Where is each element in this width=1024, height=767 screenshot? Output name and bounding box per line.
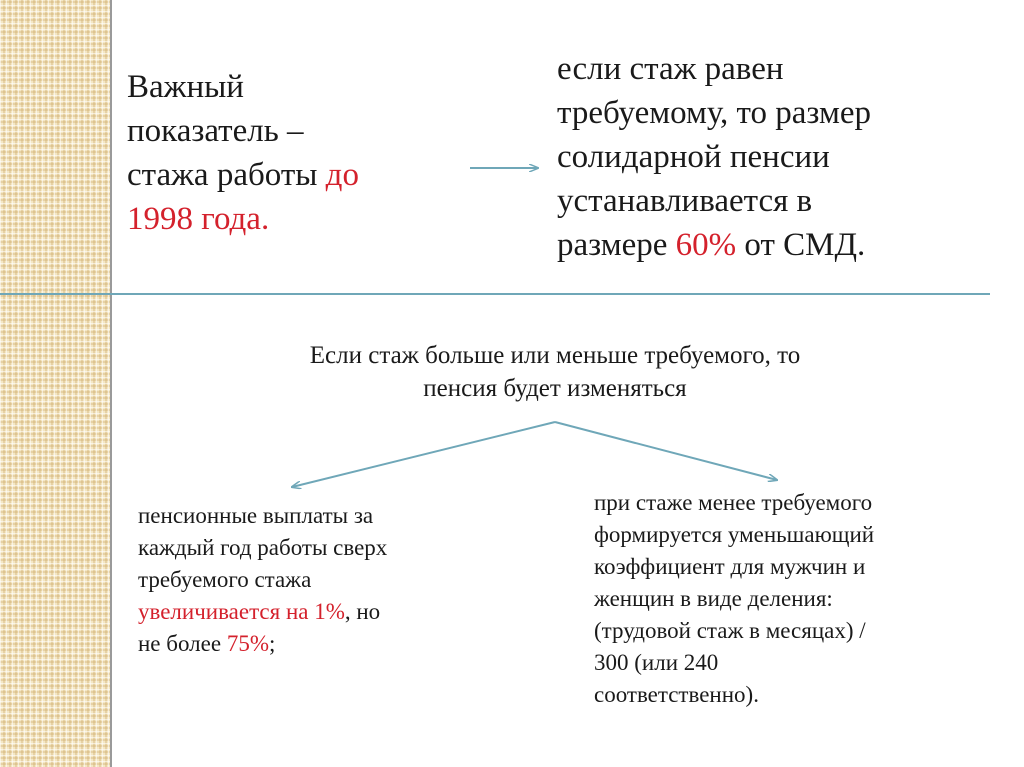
right-line-1: если стаж равен bbox=[557, 51, 784, 87]
bottom-left-line-5-text: не более bbox=[138, 631, 227, 656]
left-line-2: показатель – bbox=[127, 113, 304, 149]
split-arrow-left bbox=[292, 422, 555, 487]
left-line-3-text: стажа работы bbox=[127, 157, 326, 193]
left-line-4-highlight: 1998 года. bbox=[127, 201, 270, 237]
middle-line-2: пенсия будет изменяться bbox=[423, 375, 687, 402]
bottom-left-line-5-tail: ; bbox=[268, 631, 276, 656]
left-line-3-highlight: до bbox=[325, 157, 359, 193]
bottom-right-line-7: соответственно). bbox=[594, 682, 759, 707]
right-line-5-tail: от СМД. bbox=[736, 227, 866, 263]
right-line-5 bbox=[557, 223, 977, 267]
bottom-right-line-6: 300 (или 240 bbox=[594, 650, 719, 675]
bottom-right-line-3: коэффициент для мужчин и bbox=[594, 554, 866, 579]
bottom-left-line-3: требуемого стажа bbox=[138, 567, 312, 592]
right-line-4: устанавливается в bbox=[557, 183, 813, 219]
split-arrow-right bbox=[555, 422, 777, 480]
bottom-left-line-4-tail: , но bbox=[344, 599, 381, 624]
bottom-right-text-block bbox=[594, 487, 974, 711]
bottom-left-line-5-highlight: 75% bbox=[226, 631, 269, 656]
middle-text-block bbox=[175, 339, 935, 405]
bottom-left-line-2: каждый год работы сверх bbox=[138, 535, 388, 560]
right-text-block bbox=[557, 47, 977, 267]
left-line-1: Важный bbox=[127, 69, 244, 105]
bottom-left-text-block bbox=[138, 500, 468, 660]
right-line-5-highlight: 60% bbox=[675, 227, 737, 263]
bottom-left-line-4 bbox=[138, 596, 468, 628]
bottom-right-line-1: при стаже менее требуемого bbox=[594, 490, 873, 515]
bottom-right-line-2: формируется уменьшающий bbox=[594, 522, 875, 547]
middle-line-1: Если стаж больше или меньше требуемого, то bbox=[309, 342, 801, 369]
right-line-5-text: размере bbox=[557, 227, 676, 263]
left-line-3 bbox=[127, 153, 457, 197]
right-line-2: требуемому, то размер bbox=[557, 95, 872, 131]
bottom-left-line-1: пенсионные выплаты за bbox=[138, 503, 374, 528]
left-text-block bbox=[127, 65, 457, 241]
right-line-3: солидарной пенсии bbox=[557, 139, 830, 175]
bottom-right-line-5: (трудовой стаж в месяцах) / bbox=[594, 618, 866, 643]
bottom-left-line-4-highlight: увеличивается на 1% bbox=[138, 599, 345, 624]
bottom-left-line-5 bbox=[138, 628, 468, 660]
bottom-right-line-4: женщин в виде деления: bbox=[594, 586, 833, 611]
